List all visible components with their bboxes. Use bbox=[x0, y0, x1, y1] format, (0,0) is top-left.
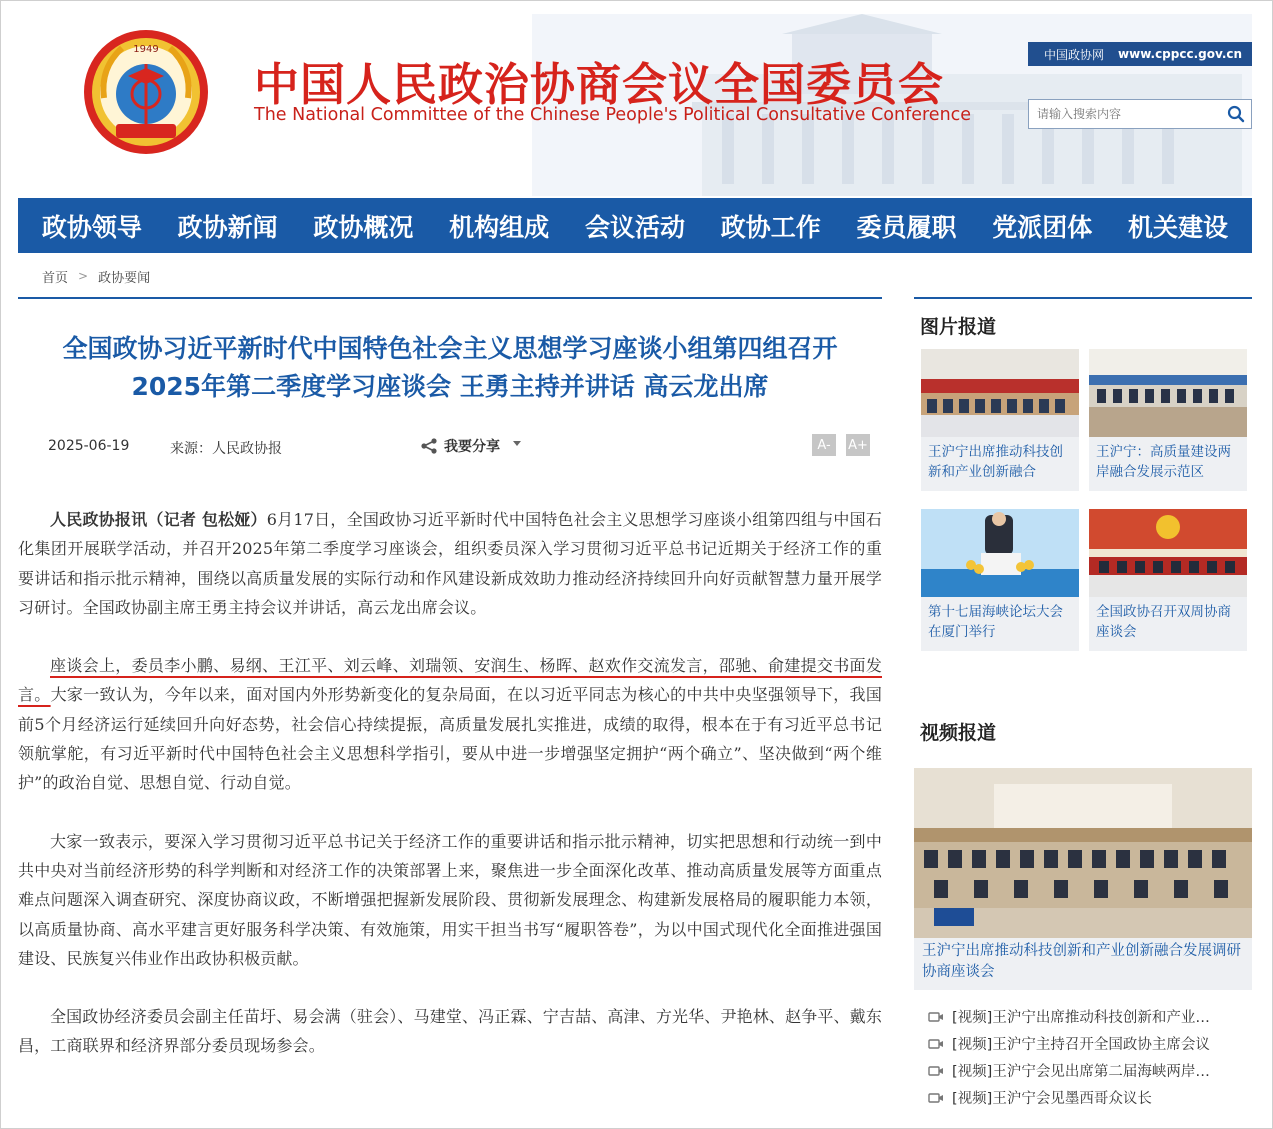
breadcrumb bbox=[18, 256, 1252, 296]
photo-caption: 全国政协召开双周协商座谈会 bbox=[1096, 604, 1231, 640]
photo-card[interactable] bbox=[1089, 509, 1247, 651]
video-list-item[interactable]: [视频]王沪宁主持召开全国政协主席会议 bbox=[928, 1030, 1248, 1057]
photo-caption: 王沪宁出席推动科技创新和产业创新融合 bbox=[928, 444, 1063, 480]
article-title-line2: 2025年第二季度学习座谈会 王勇主持并讲话 高云龙出席 bbox=[131, 372, 769, 401]
nav-item-institution[interactable]: 机关建设 bbox=[1128, 212, 1229, 242]
main-nav bbox=[18, 198, 1252, 253]
nav-item-leaders[interactable]: 政协领导 bbox=[41, 212, 142, 242]
cppcc-emblem-icon bbox=[82, 28, 210, 156]
search-button[interactable] bbox=[1221, 100, 1251, 128]
nav-item-members[interactable]: 委员履职 bbox=[856, 212, 957, 242]
share-button[interactable] bbox=[420, 436, 522, 456]
article-body bbox=[18, 505, 882, 1090]
nav-item-meetings[interactable]: 会议活动 bbox=[584, 212, 685, 242]
photo-thumbnail bbox=[921, 509, 1079, 597]
sidebar-divider bbox=[914, 297, 1252, 299]
article-meta bbox=[18, 432, 882, 462]
video-camera-icon bbox=[928, 1092, 944, 1104]
content-divider bbox=[18, 297, 882, 299]
site-url: www.cppcc.gov.cn bbox=[1118, 47, 1243, 61]
lead-byline: 人民政协报讯（记者 包松娅） bbox=[50, 510, 267, 529]
video-list-item[interactable]: [视频]王沪宁会见出席第二届海峡两岸… bbox=[928, 1057, 1248, 1084]
paragraph-1: 人民政协报讯（记者 包松娅）6月17日，全国政协习近平新时代中国特色社会主义思想学习座谈小组第四组与中国石化集团开展联学活动，并召开2025年第二季度学习座谈会，组织委员深入学习贯彻习近平总书记近期关于经济工作的重要讲话和指示批示精神，围绕以高质量发展的实际行动和作风建设新成效助力推动经济持续回升向好贡献智慧力量开展学习研讨。全国政协副主席王勇主持会议并讲话，高云龙出席会议。 bbox=[18, 510, 883, 617]
video-list-item[interactable]: [视频]王沪宁出席推动科技创新和产业… bbox=[928, 1003, 1248, 1030]
video-report-heading: 视频报道 bbox=[920, 722, 997, 744]
video-camera-icon bbox=[928, 1038, 944, 1050]
photo-thumbnail bbox=[1089, 349, 1247, 437]
underlined-speakers: 座谈会上，委员李小鹏、易纲、王江平、刘云峰、刘瑞领、安润生、杨晖、赵欢作交流发言，邵驰、俞建提交书面发言。 bbox=[18, 656, 882, 705]
site-domain-bar[interactable] bbox=[1028, 42, 1252, 66]
site-name: 中国政协网 bbox=[1044, 47, 1105, 62]
caret-down-icon bbox=[512, 440, 522, 448]
photo-thumbnail bbox=[921, 349, 1079, 437]
breadcrumb-home[interactable]: 首页 bbox=[42, 270, 69, 286]
search-input[interactable] bbox=[1029, 101, 1221, 127]
video-list bbox=[928, 1003, 1248, 1111]
photo-card[interactable] bbox=[921, 349, 1079, 491]
paragraph-4: 全国政协经济委员会副主任苗圩、易会满（驻会）、马建堂、冯正霖、宁吉喆、高津、方光华、尹艳林、赵争平、戴东昌，工商联界和经济界部分委员现场参会。 bbox=[18, 1007, 882, 1056]
photo-thumbnail bbox=[1089, 509, 1247, 597]
nav-item-work[interactable]: 政协工作 bbox=[720, 212, 821, 242]
svg-text:1949: 1949 bbox=[133, 44, 159, 55]
paragraph-3: 大家一致表示，要深入学习贯彻习近平总书记关于经济工作的重要讲话和指示批示精神，切实把思想和行动统一到中共中央对当前经济形势的科学判断和对经济工作的决策部署上来，聚焦进一步全面深化改革、推动高质量发展等方面重点难点问题深入调查研究、深度协商议政，不断增强把握新发展阶段、贯彻新发展理念、构建新发展格局的履职能力本领，以高质量协商、高水平建言更好服务科学决策、有效施策，用实干担当书写“履职答卷”，为以中国式现代化全面推进强国建设、民族复兴伟业作出政协积极贡献。 bbox=[18, 831, 882, 968]
nav-item-organization[interactable]: 机构组成 bbox=[449, 212, 550, 242]
chevron-right-icon: > bbox=[78, 269, 89, 283]
video-card[interactable] bbox=[914, 768, 1252, 990]
photo-caption: 王沪宁：高质量建设两岸融合发展示范区 bbox=[1096, 444, 1231, 480]
nav-item-parties[interactable]: 党派团体 bbox=[992, 212, 1093, 242]
font-increase-button[interactable]: A+ bbox=[846, 434, 870, 456]
breadcrumb-current[interactable]: 政协要闻 bbox=[98, 270, 151, 286]
video-camera-icon bbox=[928, 1011, 944, 1023]
site-subtitle: The National Committee of the Chinese People's Political Consultative Conference bbox=[254, 105, 972, 125]
photo-card[interactable] bbox=[1089, 349, 1247, 491]
photo-caption: 第十七届海峡论坛大会在厦门举行 bbox=[928, 604, 1063, 640]
paragraph-2: 座谈会上，委员李小鹏、易纲、王江平、刘云峰、刘瑞领、安润生、杨晖、赵欢作交流发言，邵驰、俞建提交书面发言。大家一致认为，今年以来，面对国内外形势新变化的复杂局面，在以习近平同志为核心的中共中央坚强领导下，我国前5个月经济运行延续回升向好态势，社会信心持续提振，高质量发展扎实推进，成绩的取得，根本在于有习近平总书记领航掌舵，有习近平新时代中国特色社会主义思想科学指引，要从中进一步增强坚定拥护“两个确立”、坚决做到“两个维护”的政治自觉、思想自觉、行动自觉。 bbox=[18, 656, 882, 793]
article-date: 2025-06-19 bbox=[48, 438, 130, 454]
site-header bbox=[18, 14, 1252, 196]
article-source: 来源：人民政协报 bbox=[170, 441, 282, 457]
video-thumbnail bbox=[914, 768, 1252, 938]
share-icon bbox=[420, 438, 438, 454]
article-title-line1: 全国政协习近平新时代中国特色社会主义思想学习座谈小组第四组召开 bbox=[62, 334, 838, 363]
nav-item-news[interactable]: 政协新闻 bbox=[177, 212, 278, 242]
search-box bbox=[1028, 99, 1252, 129]
article-title bbox=[18, 330, 882, 406]
video-camera-icon bbox=[928, 1065, 944, 1077]
site-title: 中国人民政治协商会议全国委员会 bbox=[254, 58, 945, 111]
share-label: 我要分享 bbox=[444, 439, 500, 455]
video-caption: 王沪宁出席推动科技创新和产业创新融合发展调研协商座谈会 bbox=[922, 943, 1241, 980]
photo-report-heading: 图片报道 bbox=[920, 316, 997, 338]
nav-item-overview[interactable]: 政协概况 bbox=[313, 212, 414, 242]
photo-card[interactable] bbox=[921, 509, 1079, 651]
font-decrease-button[interactable]: A- bbox=[812, 434, 836, 456]
search-icon bbox=[1227, 105, 1245, 123]
video-list-item[interactable]: [视频]王沪宁会见墨西哥众议长 bbox=[928, 1084, 1248, 1111]
